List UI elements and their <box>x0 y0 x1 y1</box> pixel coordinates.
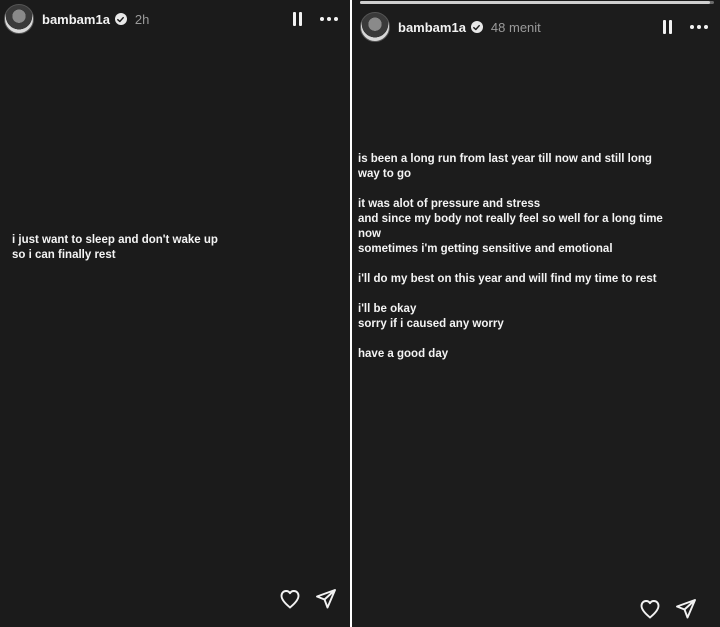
story-header <box>0 4 350 34</box>
verified-icon <box>115 13 127 25</box>
heart-icon[interactable] <box>638 597 662 621</box>
pause-icon[interactable] <box>663 20 672 34</box>
story-text: i just want to sleep and don't wake up so i can finally rest <box>12 234 218 261</box>
send-icon[interactable] <box>314 587 338 611</box>
story-controls <box>293 12 338 26</box>
story-footer <box>638 597 698 621</box>
story-panel-left <box>0 0 350 627</box>
send-icon[interactable] <box>674 597 698 621</box>
verified-icon <box>471 21 483 33</box>
avatar[interactable] <box>4 4 34 34</box>
story-footer <box>278 587 338 611</box>
story-panel-right <box>352 0 720 627</box>
pause-icon[interactable] <box>293 12 302 26</box>
story-controls <box>663 20 708 34</box>
username[interactable]: bambam1a <box>398 19 466 35</box>
more-icon[interactable] <box>690 25 708 29</box>
post-time: 2h <box>134 11 150 27</box>
heart-icon[interactable] <box>278 587 302 611</box>
story-text: is been a long run from last year till now and still long way to go it was alot of pressure and stress and since my body not really feel so well for a long time now sometimes i'm getting sensitive and emotional i'll do my best on this year and will find my time to rest i'll be okay sorry if i caused any worry have a good day <box>358 153 663 360</box>
story-progress-bar <box>360 1 714 4</box>
story-header <box>352 12 720 42</box>
story-progress-fill <box>360 1 710 4</box>
username[interactable]: bambam1a <box>42 11 110 27</box>
post-time: 48 menit <box>490 19 541 35</box>
avatar[interactable] <box>360 12 390 42</box>
more-icon[interactable] <box>320 17 338 21</box>
